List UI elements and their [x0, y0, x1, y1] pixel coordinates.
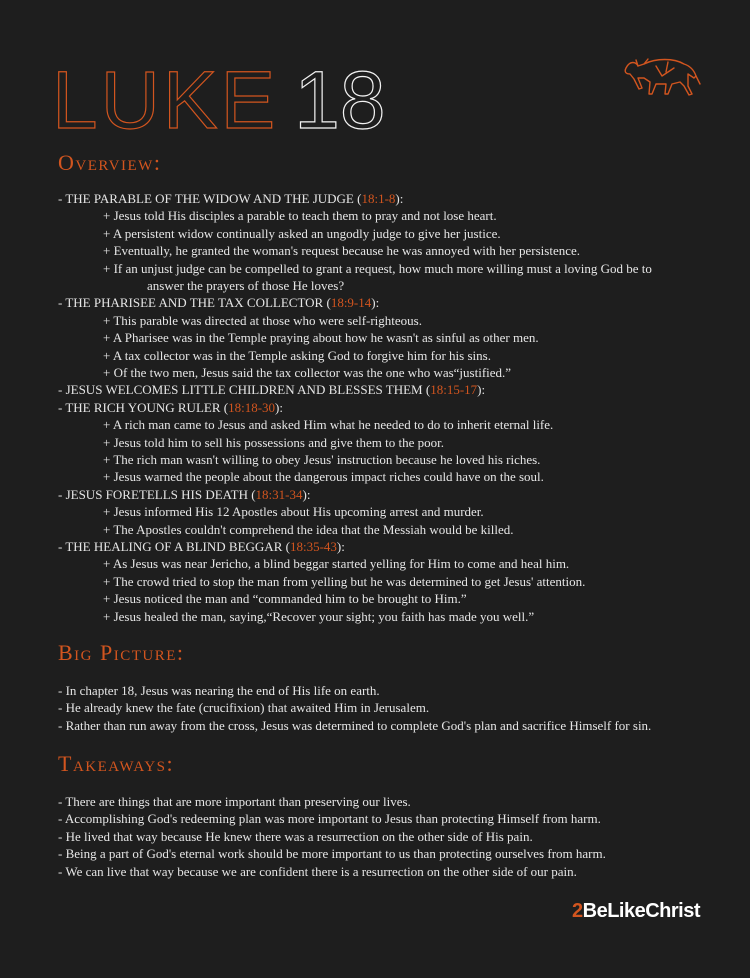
scripture-reference: 18:1-8: [361, 191, 396, 206]
takeaway-item: - There are things that are more important than preserving our lives.: [58, 794, 411, 809]
overview-point: + If an unjust judge can be compelled to grant a request, how much more willing must a loving God be to: [103, 260, 652, 276]
takeaway-item: - We can live that way because we are confident there is a resurrection on the other side of our pain.: [58, 863, 577, 879]
overview-point: + The rich man wasn't willing to obey Jesus' instruction because he loved his riches.: [103, 452, 541, 467]
overview-item-tail: ):: [371, 295, 380, 311]
overview-item-label: - THE HEALING OF A BLIND BEGGAR (: [58, 539, 290, 554]
overview-point: + Jesus told him to sell his possessions and give them to the poor.: [103, 434, 444, 450]
overview-item-label: - THE RICH YOUNG RULER (: [58, 399, 229, 415]
big-picture-item: - In chapter 18, Jesus was nearing the end of His life on earth.: [58, 683, 380, 698]
overview-item-title: [58, 294, 379, 311]
overview-point: + The Apostles couldn't comprehend the idea that the Messiah would be killed.: [103, 521, 514, 537]
overview-point: + Jesus healed the man, saying,“Recover your sight; you faith has made you well.”: [103, 608, 535, 624]
scripture-reference: 18:9-14: [330, 295, 372, 311]
overview-item-label: - JESUS WELCOMES LITTLE CHILDREN AND BLESSES THEM (: [58, 382, 431, 398]
overview-point: + A Pharisee was in the Temple praying about how he wasn't as sinful as other men.: [103, 330, 539, 346]
overview-point: + Jesus told His disciples a parable to teach them to pray and not lose heart.: [103, 208, 497, 224]
big-picture-heading: Big Picture:: [58, 640, 185, 665]
overview-point: + Eventually, he granted the woman's request because he was annoyed with her persistence.: [103, 243, 581, 259]
takeaway-item: - He lived that way because He knew there was a resurrection on the other side of His pain.: [58, 828, 533, 844]
scripture-reference: 18:35-43: [289, 539, 337, 554]
big-picture-item: - Rather than run away from the cross, Jesus was determined to complete God's plan and sacrifice Himself for sin.: [58, 717, 652, 733]
overview-item-title: [58, 486, 310, 503]
overview-item-title: [58, 538, 345, 555]
brand-name: BeLikeChrist: [582, 900, 700, 922]
takeaways-heading: Takeaways:: [58, 751, 175, 776]
overview-item-tail: ):: [395, 191, 404, 206]
overview-item-label: - JESUS FORETELLS HIS DEATH (: [58, 486, 256, 502]
overview-point: + As Jesus was near Jericho, a blind beggar started yelling for Him to come and heal him.: [103, 556, 570, 572]
overview-item-tail: ):: [275, 399, 283, 415]
overview-item-title: [58, 381, 485, 398]
bull-icon: [622, 54, 702, 100]
overview-point: + A rich man came to Jesus and asked Him what he needed to do to inherit eternal life.: [103, 417, 554, 433]
overview-point: + This parable was directed at those who were self-righteous.: [103, 312, 422, 328]
scripture-reference: 18:18-30: [228, 399, 276, 415]
overview-item-tail: ):: [477, 382, 486, 398]
brand-logo: [572, 900, 700, 923]
takeaway-item: - Being a part of God's eternal work should be more important to us than protecting ourselves from harm.: [58, 846, 606, 862]
takeaway-item: - Accomplishing God's redeeming plan was more important to Jesus than protecting Himself from harm.: [58, 811, 601, 827]
big-picture-item: - He already knew the fate (crucifixion) that awaited Him in Jerusalem.: [58, 700, 430, 716]
overview-point: + The crowd tried to stop the man from yelling but he was determined to get Jesus' attention.: [103, 573, 586, 589]
overview-point: + A tax collector was in the Temple asking God to forgive him for his sins.: [103, 347, 491, 363]
overview-item-title: [58, 399, 283, 416]
overview-heading: Overview:: [58, 150, 162, 175]
overview-item-tail: ):: [302, 486, 311, 502]
scripture-reference: 18:15-17: [430, 382, 478, 398]
brand-number: 2: [572, 900, 583, 922]
scripture-reference: 18:31-34: [255, 486, 303, 502]
overview-point-continuation: answer the prayers of those He loves?: [147, 278, 345, 293]
page-title: [52, 56, 385, 146]
overview-point: + A persistent widow continually asked an ungodly judge to give her justice.: [103, 225, 501, 241]
overview-point: + Jesus warned the people about the dangerous impact riches could have on the soul.: [103, 469, 544, 485]
overview-item-label: - THE PHARISEE AND THE TAX COLLECTOR (: [58, 295, 331, 311]
overview-point: + Jesus noticed the man and “commanded him to be brought to Him.”: [103, 591, 467, 607]
overview-item-title: [58, 190, 403, 207]
overview-item-label: - THE PARABLE OF THE WIDOW AND THE JUDGE (: [58, 191, 362, 206]
title-book: LUKE: [52, 55, 279, 146]
title-chapter: 18: [294, 55, 386, 146]
overview-point: + Of the two men, Jesus said the tax collector was the one who was“justified.”: [103, 365, 512, 380]
overview-item-tail: ):: [336, 539, 345, 554]
overview-point: + Jesus informed His 12 Apostles about His upcoming arrest and murder.: [103, 504, 484, 520]
